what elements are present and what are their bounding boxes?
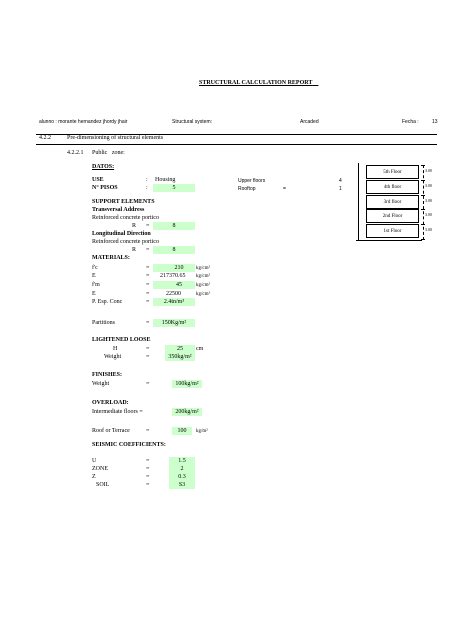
dimension-tick xyxy=(421,180,425,181)
seismic-value: 0.3 xyxy=(169,473,195,481)
lightened-h-value: 25 xyxy=(165,345,195,353)
pisos-label: N° PISOS xyxy=(92,185,118,191)
material-value-box xyxy=(153,281,195,289)
lightened-h-label: H xyxy=(113,346,118,352)
material-value-box xyxy=(153,264,195,272)
pisos-sep: : xyxy=(146,185,148,191)
material-label: E xyxy=(92,273,96,279)
lightened-h-eq: = xyxy=(146,346,150,352)
material-eq: = xyxy=(146,291,150,297)
partitions-label: Partitions xyxy=(92,320,116,326)
seismic-label: SOIL xyxy=(96,482,110,488)
floor-2: 2nd Floor xyxy=(366,209,419,223)
intermediate-floors-value: 200kg/m² xyxy=(172,408,202,416)
date-value: 13 xyxy=(432,119,438,125)
seismic-value: 1.5 xyxy=(169,457,195,465)
material-value: 45 xyxy=(176,282,182,288)
dimension-label: 3.00 xyxy=(425,198,432,203)
diagram-axis-line xyxy=(358,163,359,241)
seismic-eq: = xyxy=(146,474,150,480)
pisos-value: 5 xyxy=(153,184,195,192)
intermediate-floors-label: Intermediate floors xyxy=(92,409,138,415)
overload-heading: OVERLOAD: xyxy=(92,400,129,406)
lightened-weight-label: Weight xyxy=(104,354,122,360)
floor-1: 1st Floor xyxy=(366,224,419,238)
material-unit: kg/cm² xyxy=(196,274,210,279)
finishes-weight-label: Weight xyxy=(92,381,110,387)
longitudinal-heading: Longitudinal Direction xyxy=(92,231,151,237)
dimension-label: 3.00 xyxy=(425,183,432,188)
subsection-title-b: zone: xyxy=(111,150,125,156)
intermediate-floors xyxy=(92,409,143,415)
material-unit: kg/cm² xyxy=(196,283,210,288)
material-eq: = xyxy=(146,299,150,305)
dimension-label: 3.00 xyxy=(425,227,432,232)
dimension-label: 3.00 xyxy=(425,168,432,173)
title-underline-tail xyxy=(312,80,318,86)
lightened-weight-value: 350kg/m² xyxy=(165,353,195,361)
dimension-tick xyxy=(421,239,425,240)
lightened-heading: LIGHTENED LOOSE xyxy=(92,337,151,343)
finishes-heading: FINISHES: xyxy=(92,372,123,378)
use-sep: : xyxy=(146,177,148,183)
diagram-ground-line xyxy=(356,240,422,241)
seismic-value: S3 xyxy=(169,481,195,489)
seismic-eq: = xyxy=(146,466,150,472)
seismic-eq: = xyxy=(146,458,150,464)
student-field xyxy=(39,119,127,125)
section-title: Pre-dimensioning of structural elements xyxy=(67,135,164,141)
date-label: Fecha : xyxy=(402,119,419,125)
rooftop-value: 1 xyxy=(339,186,342,192)
rooftop-label: Rooftop xyxy=(238,186,256,192)
system-value: Arcaded xyxy=(300,119,319,125)
roof-eq: = xyxy=(146,428,150,434)
seismic-label: ZONE xyxy=(92,466,108,472)
material-value: 210 xyxy=(174,265,184,271)
upper-floors-label: Upper floors xyxy=(238,178,266,184)
material-label: f'c xyxy=(92,265,98,271)
use-label: USE xyxy=(92,177,104,183)
floor-5: 5th Floor xyxy=(366,165,419,179)
materials-heading: MATERIALS: xyxy=(92,255,130,261)
transversal-r-label: R xyxy=(132,223,137,229)
seismic-value: 2 xyxy=(169,465,195,473)
dimension-tick xyxy=(421,195,425,196)
longitudinal-r-value: 8 xyxy=(153,246,195,254)
dimension-tick xyxy=(421,165,425,166)
material-value: 2.4tn/m³ xyxy=(153,298,195,306)
material-value: 217370.65 xyxy=(160,273,186,279)
dimension-line xyxy=(423,165,424,240)
system-label: Structural system: xyxy=(172,119,213,125)
transversal-r-value: 8 xyxy=(153,222,195,230)
material-eq: = xyxy=(146,265,150,271)
section-number: 4.2.2 xyxy=(39,135,51,141)
subsection-title-a: Public xyxy=(92,150,108,156)
roof-label: Roof or Terrace xyxy=(92,428,130,434)
lightened-weight-eq: = xyxy=(146,354,150,360)
seismic-label: Z xyxy=(92,474,96,480)
material-label: P. Esp. Conc xyxy=(92,299,123,305)
report-title xyxy=(199,80,318,86)
use-value: Housing xyxy=(155,177,176,183)
material-eq: = xyxy=(146,282,150,288)
material-unit: kg/cm² xyxy=(196,266,210,271)
rooftop-eq: = xyxy=(283,186,286,192)
floor-4: 4th floor xyxy=(366,180,419,194)
longitudinal-text: Reinforced concrete portico xyxy=(92,239,159,245)
material-value: 22500 xyxy=(166,291,181,297)
material-label: E xyxy=(92,291,96,297)
student-label: alunno : xyxy=(39,119,57,125)
dimension-tick xyxy=(421,209,425,210)
transversal-text: Reinforced concrete portico xyxy=(92,215,159,221)
seismic-heading: SEISMIC COEFFICIENTS: xyxy=(92,442,166,448)
transversal-heading: Transversal Address xyxy=(92,207,145,213)
material-label: f'm xyxy=(92,282,100,288)
transversal-r-eq: = xyxy=(146,223,150,229)
roof-unit: kg/m² xyxy=(196,429,208,434)
material-eq: = xyxy=(146,273,150,279)
dimension-tick xyxy=(421,224,425,225)
longitudinal-r-eq: = xyxy=(146,247,150,253)
material-unit: kg/cm² xyxy=(196,292,210,297)
partitions-eq: = xyxy=(146,320,150,326)
dimension-label: 3.00 xyxy=(425,212,432,217)
subsection-title xyxy=(92,150,125,156)
roof-value: 100 xyxy=(172,427,192,435)
floor-3: 3rd floor xyxy=(366,195,419,209)
subsection-number: 4.2.2.1 xyxy=(67,150,84,156)
seismic-eq: = xyxy=(146,482,150,488)
partitions-value: 150Kg/m² xyxy=(153,319,195,327)
student-name: morante hernandez jhordy jhair xyxy=(58,119,128,125)
support-heading: SUPPORT ELEMENTS xyxy=(92,199,155,205)
lightened-h-unit: cm xyxy=(196,346,204,352)
report-title-text: STRUCTURAL CALCULATION REPORT xyxy=(199,80,313,86)
seismic-label: U xyxy=(92,458,97,464)
upper-floors-value: 4 xyxy=(339,178,342,184)
finishes-weight-value: 100kg/m² xyxy=(172,380,202,388)
finishes-weight-eq: = xyxy=(146,381,150,387)
intermediate-floors-eq: = xyxy=(139,409,143,415)
datos-heading: DATOS: xyxy=(92,164,115,170)
longitudinal-r-label: R xyxy=(132,247,137,253)
